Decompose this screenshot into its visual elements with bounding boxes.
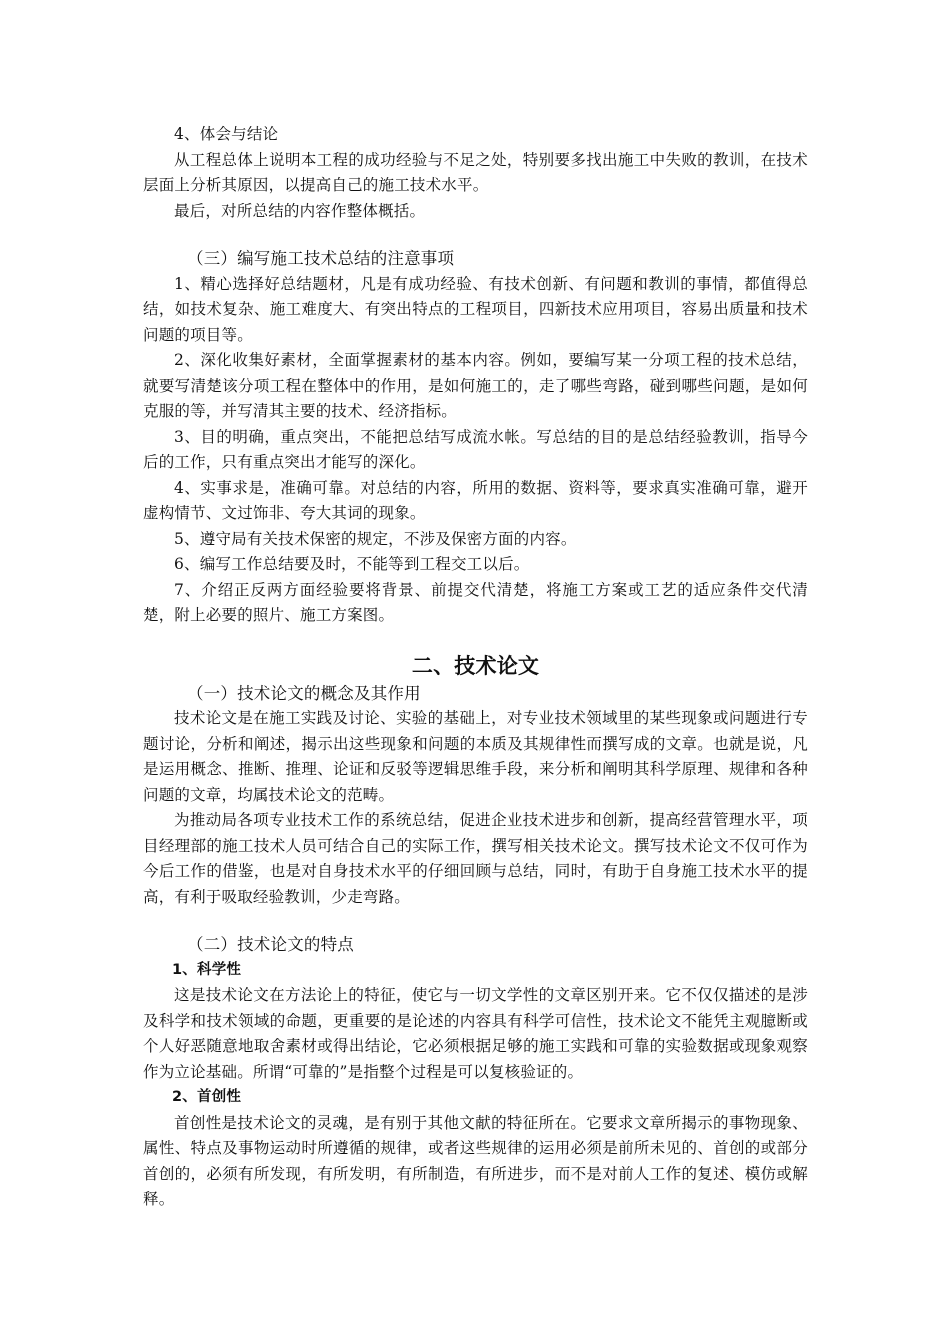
list-item: 1、精心选择好总结题材，凡是有成功经验、有技术创新、有问题和教训的事情，都值得总结，如技术复杂、施工难度大、有突出特点的工程项目，四新技术应用项目，容易出质量和技术问题的项目等。 — [143, 274, 808, 344]
subheading-concept: （一）技术论文的概念及其作用 — [187, 683, 421, 703]
subheading-notes: （三）编写施工技术总结的注意事项 — [187, 249, 455, 268]
subheading-features: （二）技术论文的特点 — [187, 935, 354, 954]
paragraph-purpose: 为推动局各项专业技术工作的系统总结，促进企业技术进步和创新，提高经营管理水平，项目经理部的施工技术人员可结合自己的实际工作，撰写相关技术论文。撰写技术论文不仅可作为今后工作的借鉴，也是对自身技术水平的仔细回顾与总结，同时，有助于自身施工技术水平的提高，有利于吸取经验教训，少走弯路。 — [143, 811, 808, 906]
list-item: 4、实事求是，准确可靠。对总结的内容，所用的数据、资料等，要求真实准确可靠，避开虚构情节、文过饰非、夸大其词的现象。 — [143, 478, 808, 522]
spacer — [143, 910, 808, 932]
paragraph-experience: 从工程总体上说明本工程的成功经验与不足之处，特别要多找出施工中失败的教训，在技术层面上分析其原因，以提高自己的施工技术水平。 — [143, 150, 808, 194]
spacer — [143, 224, 808, 246]
list-item: 2、深化收集好素材，全面掌握素材的基本内容。例如，要编写某一分项工程的技术总结，就要写清楚该分项工程在整体中的作用，是如何施工的，走了哪些弯路，碰到哪些问题，是如何克服的等，并写清其主要的技术、经济指标。 — [143, 351, 808, 420]
list-item: 7、介绍正反两方面经验要将背景、前提交代清楚，将施工方案或工艺的适应条件交代清楚，附上必要的照片、施工方案图。 — [143, 580, 808, 624]
document-page — [143, 122, 808, 1213]
list-item: 3、目的明确，重点突出，不能把总结写成流水帐。写总结的目的是总结经验教训，指导今后的工作，只有重点突出才能写的深化。 — [143, 427, 808, 471]
feature-title-scientific: 1、科学性 — [172, 961, 242, 978]
section-title-technical-paper: 二、技术论文 — [411, 653, 540, 678]
heading-experience-conclusion: 4、体会与结论 — [174, 125, 279, 143]
paragraph-concept: 技术论文是在施工实践及讨论、实验的基础上，对专业技术领域里的某些现象或问题进行专题讨论，分析和阐述，揭示出这些现象和问题的本质及其规律性而撰写成的文章。也就是说，凡是运用概念、推断、推理、论证和反驳等逻辑思维手段，来分析和阐明其科学原理、规律和各种问题的文章，均属技术论文的范畴。 — [143, 709, 808, 804]
paragraph-originality: 首创性是技术论文的灵魂，是有别于其他文献的特征所在。它要求文章所揭示的事物现象、属性、特点及事物运动时所遵循的规律，或者这些规律的运用必须是前所未见的、首创的或部分首创的，必须有所发现，有所发明，有所制造，有所进步，而不是对前人工作的复述、模仿或解释。 — [143, 1113, 808, 1208]
feature-title-originality: 2、首创性 — [172, 1089, 242, 1105]
list-item: 6、编写工作总结要及时，不能等到工程交工以后。 — [174, 555, 530, 573]
paragraph-summary: 最后，对所总结的内容作整体概括。 — [174, 201, 426, 220]
paragraph-scientific: 这是技术论文在方法论上的特征，使它与一切文学性的文章区别开来。它不仅仅描述的是涉及科学和技术领域的命题，更重要的是论述的内容具有科学可信性，技术论文不能凭主观臆断或个人好恶随意地取舍素材或得出结论，它必须根据足够的施工实践和可靠的实验数据或现象观察作为立论基础。所谓“可靠的”是指整个过程是可以复核验证的。 — [143, 986, 808, 1081]
spacer — [143, 629, 808, 651]
list-item: 5、遵守局有关技术保密的规定，不涉及保密方面的内容。 — [174, 529, 577, 548]
